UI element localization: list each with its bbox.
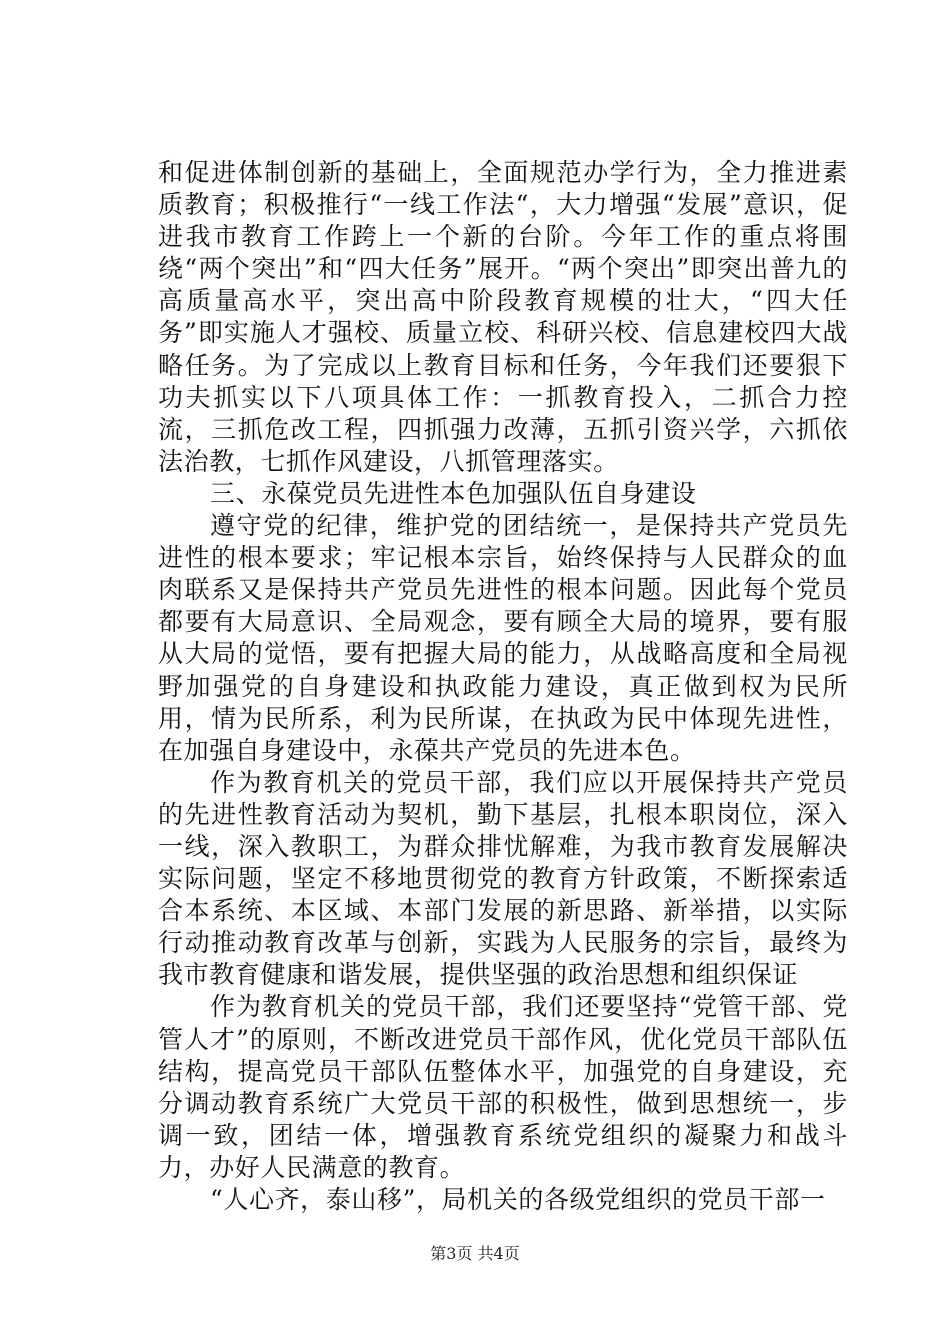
page-footer: 第3页 共4页	[430, 1244, 520, 1263]
document-body	[158, 157, 848, 1216]
paragraph-4: 作为教育机关的党员干部，我们还要坚持“党管干部、党管人才”的原则，不断改进党员干部作风，优化党员干部队伍结构，提高党员干部队伍整体水平，加强党的自身建设，充分调动教育系统广大党员干部的积极性，做到思想统一，步调一致，团结一体，增强教育系统党组织的凝聚力和战斗力，办好人民满意的教育。	[158, 992, 848, 1182]
paragraph-1: 和促进体制创新的基础上，全面规范办学行为，全力推进素质教育；积极推行“一线工作法“，大力增强“发展”意识，促进我市教育工作跨上一个新的台阶。今年工作的重点将围绕“两个突出”和“四大任务”展开。“两个突出”即突出普九的高质量高水平，突出高中阶段教育规模的壮大，“四大任务”即实施人才强校、质量立校、科研兴校、信息建校四大战略任务。为了完成以上教育目标和任务，今年我们还要狠下功夫抓实以下八项具体工作：一抓教育投入，二抓合力控流，三抓危改工程，四抓强力改薄，五抓引资兴学，六抓依法治教，七抓作风建设，八抓管理落实。	[158, 158, 848, 476]
section-heading: 三、永葆党员先进性本色加强队伍自身建设	[210, 478, 697, 508]
paragraph-2: 遵守党的纪律，维护党的团结统一，是保持共产党员先进性的根本要求；牢记根本宗旨，始终保持与人民群众的血肉联系又是保持共产党员先进性的根本问题。因此每个党员都要有大局意识、全局观念，要有顾全大局的境界，要有服从大局的觉悟，要有把握大局的能力，从战略高度和全局视野加强党的自身建设和执政能力建设，真正做到权为民所用，情为民所系，利为民所谋，在执政为民中体现先进性，在加强自身建设中，永葆共产党员的先进本色。	[158, 511, 848, 765]
paragraph-5: “人心齐，泰山移”，局机关的各级党组织的党员干部一	[210, 1185, 826, 1214]
paragraph-3: 作为教育机关的党员干部，我们应以开展保持共产党员的先进性教育活动为契机，勤下基层，扎根本职岗位，深入一线，深入教职工，为群众排忧解难，为我市教育发展解决实际问题，坚定不移地贯彻党的教育方针政策，不断探索适合本系统、本区域、本部门发展的新思路、新举措，以实际行动推动教育改革与创新，实践为人民服务的宗旨，最终为我市教育健康和谐发展，提供坚强的政治思想和组织保证	[158, 767, 848, 990]
